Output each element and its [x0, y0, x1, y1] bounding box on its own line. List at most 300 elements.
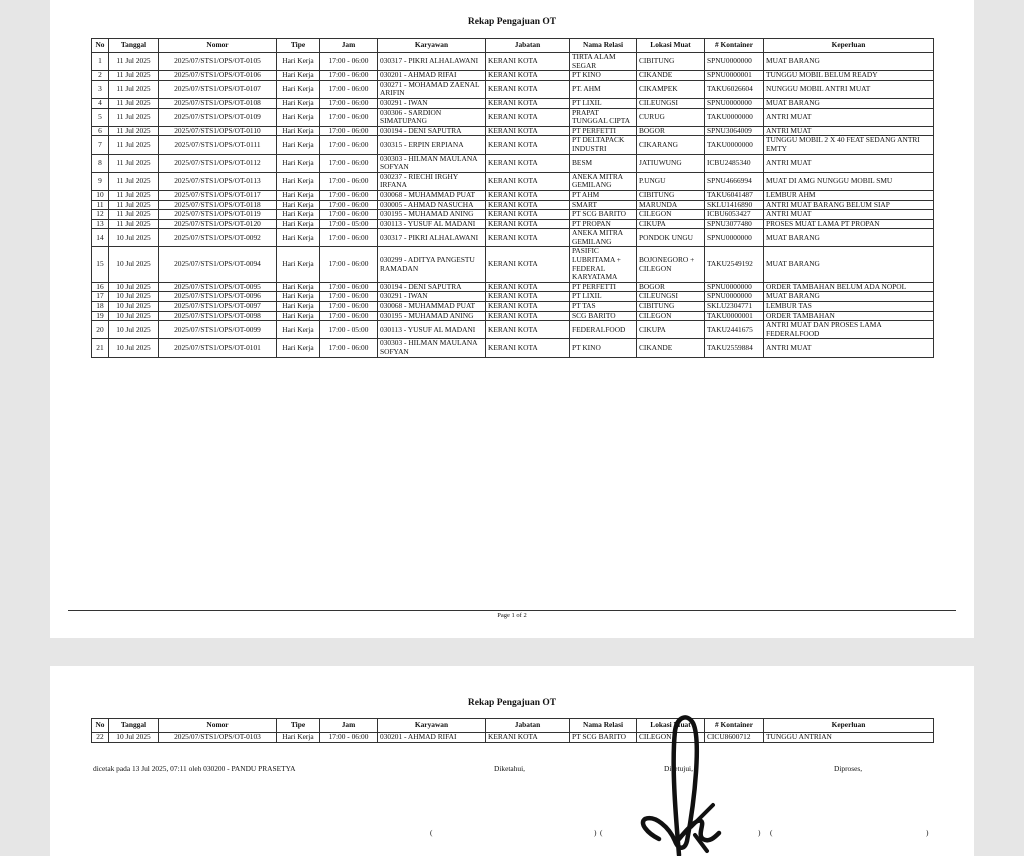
cell-col-purpose: ORDER TAMBAHAN BELUM ADA NOPOL: [764, 282, 934, 292]
cell-col-number: 2025/07/STS1/OPS/OT-0110: [159, 126, 277, 136]
cell-col-relation: FEDERALFOOD: [570, 321, 637, 339]
header-col-relation: Nama Relasi: [570, 719, 637, 733]
cell-col-type: Hari Kerja: [277, 200, 320, 210]
cell-col-position: KERANI KOTA: [486, 71, 570, 81]
cell-col-relation: ANEKA MITRA GEMILANG: [570, 172, 637, 190]
print-info: dicetak pada 13 Jul 2025, 07:11 oleh 030200 - PANDU PRASETYA: [93, 764, 296, 773]
cell-col-employee: 030113 - YUSUF AL MADANI: [378, 219, 486, 229]
cell-col-position: KERANI KOTA: [486, 292, 570, 302]
cell-col-location: CIBITUNG: [637, 302, 705, 312]
cell-col-no: 11: [92, 200, 109, 210]
report-page-2: [50, 666, 974, 856]
cell-col-date: 11 Jul 2025: [109, 219, 159, 229]
cell-col-date: 11 Jul 2025: [109, 53, 159, 71]
cell-col-location: CIBITUNG: [637, 190, 705, 200]
cell-col-purpose: NUNGGU MOBIL ANTRI MUAT: [764, 80, 934, 98]
cell-col-date: 11 Jul 2025: [109, 108, 159, 126]
cell-col-type: Hari Kerja: [277, 247, 320, 282]
cell-col-employee: 030291 - IWAN: [378, 98, 486, 108]
table-row: [92, 733, 934, 743]
cell-col-container: TAKU0000000: [705, 136, 764, 154]
cell-col-date: 10 Jul 2025: [109, 282, 159, 292]
cell-col-no: 9: [92, 172, 109, 190]
cell-col-relation: PT PERFETTI: [570, 282, 637, 292]
header-col-hours: Jam: [320, 39, 378, 53]
cell-col-no: 15: [92, 247, 109, 282]
cell-col-relation: SMART: [570, 200, 637, 210]
cell-col-number: 2025/07/STS1/OPS/OT-0103: [159, 733, 277, 743]
cell-col-date: 11 Jul 2025: [109, 190, 159, 200]
cell-col-location: CURUG: [637, 108, 705, 126]
cell-col-no: 14: [92, 229, 109, 247]
cell-col-purpose: ORDER TAMBAHAN: [764, 311, 934, 321]
cell-col-number: 2025/07/STS1/OPS/OT-0105: [159, 53, 277, 71]
cell-col-container: SKLU2304771: [705, 302, 764, 312]
cell-col-date: 10 Jul 2025: [109, 302, 159, 312]
cell-col-employee: 030306 - SARDION SIMATUPANG: [378, 108, 486, 126]
header-col-number: Nomor: [159, 39, 277, 53]
cell-col-hours: 17:00 - 06:00: [320, 71, 378, 81]
cell-col-relation: SCG BARITO: [570, 311, 637, 321]
cell-col-employee: 030195 - MUHAMAD ANING: [378, 311, 486, 321]
cell-col-location: CIBITUNG: [637, 53, 705, 71]
cell-col-date: 11 Jul 2025: [109, 126, 159, 136]
signature-bracket-open: (: [600, 828, 603, 837]
cell-col-purpose: TUNGGU MOBIL 2 X 40 FEAT SEDANG ANTRI EMTY: [764, 136, 934, 154]
cell-col-type: Hari Kerja: [277, 210, 320, 220]
cell-col-relation: PRAPAT TUNGGAL CIPTA: [570, 108, 637, 126]
cell-col-date: 11 Jul 2025: [109, 136, 159, 154]
cell-col-type: Hari Kerja: [277, 172, 320, 190]
cell-col-employee: 030068 - MUHAMMAD PUAT: [378, 302, 486, 312]
cell-col-purpose: MUAT BARANG: [764, 292, 934, 302]
cell-col-no: 12: [92, 210, 109, 220]
cell-col-relation: PT SCG BARITO: [570, 733, 637, 743]
table-row: [92, 282, 934, 292]
cell-col-position: KERANI KOTA: [486, 339, 570, 357]
table-row: [92, 71, 934, 81]
cell-col-number: 2025/07/STS1/OPS/OT-0109: [159, 108, 277, 126]
cell-col-employee: 030194 - DENI SAPUTRA: [378, 126, 486, 136]
table-row: [92, 154, 934, 172]
cell-col-hours: 17:00 - 06:00: [320, 282, 378, 292]
cell-col-employee: 030299 - ADITYA PANGESTU RAMADAN: [378, 247, 486, 282]
cell-col-employee: 030113 - YUSUF AL MADANI: [378, 321, 486, 339]
cell-col-container: SPNU3077480: [705, 219, 764, 229]
cell-col-container: SPNU0000000: [705, 53, 764, 71]
cell-col-location: CIKARANG: [637, 136, 705, 154]
cell-col-location: CILEUNGSI: [637, 98, 705, 108]
cell-col-relation: PT DELTAPACK INDUSTRI: [570, 136, 637, 154]
cell-col-no: 10: [92, 190, 109, 200]
cell-col-no: 16: [92, 282, 109, 292]
cell-col-purpose: LEMBUR TAS: [764, 302, 934, 312]
cell-col-location: PONDOK UNGU: [637, 229, 705, 247]
cell-col-date: 10 Jul 2025: [109, 339, 159, 357]
cell-col-container: SPNU0000000: [705, 282, 764, 292]
table-row: [92, 302, 934, 312]
cell-col-relation: PT AHM: [570, 190, 637, 200]
cell-col-number: 2025/07/STS1/OPS/OT-0120: [159, 219, 277, 229]
cell-col-container: CICU8600712: [705, 733, 764, 743]
cell-col-location: CIKANDE: [637, 71, 705, 81]
cell-col-employee: 030303 - HILMAN MAULANA SOFYAN: [378, 339, 486, 357]
cell-col-location: BOGOR: [637, 282, 705, 292]
cell-col-hours: 17:00 - 06:00: [320, 247, 378, 282]
cell-col-container: SPNU3064009: [705, 126, 764, 136]
cell-col-relation: PT SCG BARITO: [570, 210, 637, 220]
table-row: [92, 292, 934, 302]
overtime-table: [91, 38, 934, 358]
handwritten-signature: [635, 709, 735, 856]
header-col-type: Tipe: [277, 39, 320, 53]
cell-col-hours: 17:00 - 06:00: [320, 210, 378, 220]
cell-col-no: 18: [92, 302, 109, 312]
cell-col-no: 2: [92, 71, 109, 81]
cell-col-relation: PT PERFETTI: [570, 126, 637, 136]
cell-col-no: 4: [92, 98, 109, 108]
cell-col-date: 11 Jul 2025: [109, 98, 159, 108]
cell-col-hours: 17:00 - 06:00: [320, 229, 378, 247]
cell-col-position: KERANI KOTA: [486, 126, 570, 136]
cell-col-number: 2025/07/STS1/OPS/OT-0101: [159, 339, 277, 357]
table-row: [92, 172, 934, 190]
cell-col-position: KERANI KOTA: [486, 321, 570, 339]
header-col-no: No: [92, 719, 109, 733]
header-col-purpose: Keperluan: [764, 719, 934, 733]
cell-col-hours: 17:00 - 06:00: [320, 98, 378, 108]
cell-col-relation: PT PROPAN: [570, 219, 637, 229]
cell-col-hours: 17:00 - 06:00: [320, 53, 378, 71]
cell-col-number: 2025/07/STS1/OPS/OT-0111: [159, 136, 277, 154]
cell-col-employee: 030317 - PIKRI ALHALAWANI: [378, 229, 486, 247]
cell-col-date: 10 Jul 2025: [109, 292, 159, 302]
report-page-1: [50, 0, 974, 638]
overtime-table: [91, 718, 934, 743]
cell-col-number: 2025/07/STS1/OPS/OT-0095: [159, 282, 277, 292]
cell-col-position: KERANI KOTA: [486, 229, 570, 247]
cell-col-purpose: ANTRI MUAT: [764, 339, 934, 357]
signature-bracket-open: (: [770, 828, 773, 837]
cell-col-number: 2025/07/STS1/OPS/OT-0118: [159, 200, 277, 210]
cell-col-location: CILEGON: [637, 733, 705, 743]
table-row: [92, 321, 934, 339]
cell-col-purpose: ANTRI MUAT: [764, 108, 934, 126]
signature-approved-label: Disetujui,: [664, 764, 693, 773]
table-row: [92, 126, 934, 136]
cell-col-position: KERANI KOTA: [486, 302, 570, 312]
cell-col-location: MARUNDA: [637, 200, 705, 210]
table-row: [92, 210, 934, 220]
cell-col-container: TAKU6041487: [705, 190, 764, 200]
cell-col-date: 10 Jul 2025: [109, 229, 159, 247]
cell-col-date: 11 Jul 2025: [109, 210, 159, 220]
signature-processed-label: Diproses,: [834, 764, 863, 773]
cell-col-employee: 030237 - RIECHI IRGHY IRFANA: [378, 172, 486, 190]
table-row: [92, 219, 934, 229]
cell-col-employee: 030201 - AHMAD RIFAI: [378, 733, 486, 743]
cell-col-no: 20: [92, 321, 109, 339]
cell-col-employee: 030317 - PIKRI ALHALAWANI: [378, 53, 486, 71]
cell-col-hours: 17:00 - 06:00: [320, 136, 378, 154]
cell-col-purpose: MUAT BARANG: [764, 53, 934, 71]
cell-col-employee: 030068 - MUHAMMAD PUAT: [378, 190, 486, 200]
cell-col-type: Hari Kerja: [277, 136, 320, 154]
cell-col-position: KERANI KOTA: [486, 136, 570, 154]
cell-col-type: Hari Kerja: [277, 71, 320, 81]
cell-col-number: 2025/07/STS1/OPS/OT-0092: [159, 229, 277, 247]
table-row: [92, 190, 934, 200]
cell-col-relation: TIRTA ALAM SEGAR: [570, 53, 637, 71]
cell-col-no: 21: [92, 339, 109, 357]
cell-col-hours: 17:00 - 06:00: [320, 172, 378, 190]
cell-col-position: KERANI KOTA: [486, 282, 570, 292]
cell-col-employee: 030291 - IWAN: [378, 292, 486, 302]
cell-col-hours: 17:00 - 06:00: [320, 733, 378, 743]
cell-col-no: 22: [92, 733, 109, 743]
cell-col-date: 10 Jul 2025: [109, 247, 159, 282]
table-row: [92, 108, 934, 126]
cell-col-number: 2025/07/STS1/OPS/OT-0117: [159, 190, 277, 200]
cell-col-type: Hari Kerja: [277, 98, 320, 108]
cell-col-number: 2025/07/STS1/OPS/OT-0113: [159, 172, 277, 190]
cell-col-position: KERANI KOTA: [486, 311, 570, 321]
cell-col-purpose: MUAT BARANG: [764, 98, 934, 108]
cell-col-hours: 17:00 - 06:00: [320, 80, 378, 98]
header-col-employee: Karyawan: [378, 39, 486, 53]
page-number: Page 1 of 2: [497, 612, 527, 619]
cell-col-hours: 17:00 - 06:00: [320, 311, 378, 321]
cell-col-hours: 17:00 - 06:00: [320, 190, 378, 200]
cell-col-type: Hari Kerja: [277, 229, 320, 247]
header-col-container: # Kontainer: [705, 719, 764, 733]
signature-bracket-close: ): [758, 828, 761, 837]
cell-col-location: BOGOR: [637, 126, 705, 136]
cell-col-location: CIKUPA: [637, 219, 705, 229]
cell-col-employee: 030201 - AHMAD RIFAI: [378, 71, 486, 81]
cell-col-type: Hari Kerja: [277, 53, 320, 71]
cell-col-no: 6: [92, 126, 109, 136]
cell-col-date: 11 Jul 2025: [109, 154, 159, 172]
cell-col-employee: 030303 - HILMAN MAULANA SOFYAN: [378, 154, 486, 172]
table-row: [92, 247, 934, 282]
cell-col-type: Hari Kerja: [277, 126, 320, 136]
signature-bracket-close: ): [594, 828, 597, 837]
cell-col-purpose: ANTRI MUAT: [764, 210, 934, 220]
cell-col-container: ICBU2485340: [705, 154, 764, 172]
table-row: [92, 200, 934, 210]
cell-col-container: TAKU0000000: [705, 108, 764, 126]
cell-col-number: 2025/07/STS1/OPS/OT-0112: [159, 154, 277, 172]
cell-col-relation: ANEKA MITRA GEMILANG: [570, 229, 637, 247]
cell-col-type: Hari Kerja: [277, 154, 320, 172]
header-col-purpose: Keperluan: [764, 39, 934, 53]
cell-col-date: 11 Jul 2025: [109, 80, 159, 98]
cell-col-purpose: ANTRI MUAT: [764, 126, 934, 136]
cell-col-number: 2025/07/STS1/OPS/OT-0094: [159, 247, 277, 282]
cell-col-purpose: ANTRI MUAT BARANG BELUM SIAP: [764, 200, 934, 210]
cell-col-no: 13: [92, 219, 109, 229]
cell-col-relation: PT KINO: [570, 71, 637, 81]
cell-col-no: 8: [92, 154, 109, 172]
cell-col-container: SPNU0000000: [705, 98, 764, 108]
cell-col-position: KERANI KOTA: [486, 210, 570, 220]
cell-col-type: Hari Kerja: [277, 108, 320, 126]
cell-col-container: SPNU0000000: [705, 292, 764, 302]
header-col-type: Tipe: [277, 719, 320, 733]
cell-col-position: KERANI KOTA: [486, 80, 570, 98]
cell-col-container: SKLU1416890: [705, 200, 764, 210]
cell-col-purpose: TUNGGU MOBIL BELUM READY: [764, 71, 934, 81]
footer-divider: [68, 610, 956, 611]
cell-col-no: 3: [92, 80, 109, 98]
cell-col-hours: 17:00 - 06:00: [320, 302, 378, 312]
table-row: [92, 339, 934, 357]
table-row: [92, 80, 934, 98]
header-col-date: Tanggal: [109, 39, 159, 53]
cell-col-position: KERANI KOTA: [486, 247, 570, 282]
cell-col-no: 1: [92, 53, 109, 71]
cell-col-date: 10 Jul 2025: [109, 321, 159, 339]
cell-col-container: TAKU2549192: [705, 247, 764, 282]
cell-col-date: 11 Jul 2025: [109, 200, 159, 210]
header-col-number: Nomor: [159, 719, 277, 733]
cell-col-location: CILEGON: [637, 210, 705, 220]
signature-bracket-open: (: [430, 828, 433, 837]
cell-col-position: KERANI KOTA: [486, 219, 570, 229]
cell-col-number: 2025/07/STS1/OPS/OT-0108: [159, 98, 277, 108]
header-col-relation: Nama Relasi: [570, 39, 637, 53]
cell-col-type: Hari Kerja: [277, 339, 320, 357]
header-row: [92, 719, 934, 733]
cell-col-location: BOJONEGORO + CILEGON: [637, 247, 705, 282]
cell-col-position: KERANI KOTA: [486, 98, 570, 108]
cell-col-number: 2025/07/STS1/OPS/OT-0119: [159, 210, 277, 220]
table-row: [92, 229, 934, 247]
cell-col-hours: 17:00 - 06:00: [320, 126, 378, 136]
cell-col-position: KERANI KOTA: [486, 108, 570, 126]
cell-col-purpose: MUAT BARANG: [764, 229, 934, 247]
cell-col-location: P.UNGU: [637, 172, 705, 190]
header-col-position: Jabatan: [486, 39, 570, 53]
cell-col-employee: 030005 - AHMAD NASUCHA: [378, 200, 486, 210]
cell-col-container: SPNU0000000: [705, 229, 764, 247]
cell-col-employee: 030271 - MOHAMAD ZAENAL ARIFIN: [378, 80, 486, 98]
cell-col-no: 19: [92, 311, 109, 321]
header-row: [92, 39, 934, 53]
cell-col-date: 11 Jul 2025: [109, 71, 159, 81]
cell-col-container: TAKU0000001: [705, 311, 764, 321]
cell-col-hours: 17:00 - 06:00: [320, 108, 378, 126]
header-col-hours: Jam: [320, 719, 378, 733]
header-col-container: # Kontainer: [705, 39, 764, 53]
cell-col-number: 2025/07/STS1/OPS/OT-0097: [159, 302, 277, 312]
cell-col-purpose: TUNGGU ANTRIAN: [764, 733, 934, 743]
cell-col-purpose: ANTRI MUAT: [764, 154, 934, 172]
cell-col-relation: PT TAS: [570, 302, 637, 312]
cell-col-no: 5: [92, 108, 109, 126]
cell-col-location: CIKAMPEK: [637, 80, 705, 98]
cell-col-location: JATIUWUNG: [637, 154, 705, 172]
cell-col-type: Hari Kerja: [277, 733, 320, 743]
cell-col-number: 2025/07/STS1/OPS/OT-0098: [159, 311, 277, 321]
page-title: Rekap Pengajuan OT: [467, 17, 557, 27]
signature-known-label: Diketahui,: [494, 764, 525, 773]
header-col-location: Lokasi Muat: [637, 39, 705, 53]
cell-col-relation: PT. AHM: [570, 80, 637, 98]
cell-col-container: SPNU0000001: [705, 71, 764, 81]
cell-col-date: 10 Jul 2025: [109, 733, 159, 743]
header-col-employee: Karyawan: [378, 719, 486, 733]
cell-col-employee: 030315 - ERPIN ERPIANA: [378, 136, 486, 154]
cell-col-number: 2025/07/STS1/OPS/OT-0099: [159, 321, 277, 339]
cell-col-purpose: LEMBUR AHM: [764, 190, 934, 200]
cell-col-no: 17: [92, 292, 109, 302]
cell-col-no: 7: [92, 136, 109, 154]
cell-col-number: 2025/07/STS1/OPS/OT-0107: [159, 80, 277, 98]
cell-col-type: Hari Kerja: [277, 219, 320, 229]
cell-col-type: Hari Kerja: [277, 292, 320, 302]
cell-col-purpose: MUAT DI AMG NUNGGU MOBIL SMU: [764, 172, 934, 190]
cell-col-relation: PT KINO: [570, 339, 637, 357]
cell-col-number: 2025/07/STS1/OPS/OT-0096: [159, 292, 277, 302]
cell-col-type: Hari Kerja: [277, 190, 320, 200]
cell-col-employee: 030194 - DENI SAPUTRA: [378, 282, 486, 292]
cell-col-hours: 17:00 - 05:00: [320, 321, 378, 339]
cell-col-location: CIKUPA: [637, 321, 705, 339]
cell-col-position: KERANI KOTA: [486, 733, 570, 743]
cell-col-employee: 030195 - MUHAMAD ANING: [378, 210, 486, 220]
cell-col-date: 10 Jul 2025: [109, 311, 159, 321]
table-row: [92, 98, 934, 108]
cell-col-relation: BESM: [570, 154, 637, 172]
table-row: [92, 136, 934, 154]
cell-col-relation: PT LIXIL: [570, 98, 637, 108]
cell-col-type: Hari Kerja: [277, 282, 320, 292]
cell-col-hours: 17:00 - 06:00: [320, 154, 378, 172]
cell-col-location: CIKANDE: [637, 339, 705, 357]
cell-col-location: CILEUNGSI: [637, 292, 705, 302]
cell-col-position: KERANI KOTA: [486, 172, 570, 190]
cell-col-purpose: MUAT BARANG: [764, 247, 934, 282]
signature-bracket-close: ): [926, 828, 929, 837]
table-row: [92, 53, 934, 71]
cell-col-container: ICBU6053427: [705, 210, 764, 220]
header-col-date: Tanggal: [109, 719, 159, 733]
cell-col-container: TAKU2441675: [705, 321, 764, 339]
cell-col-container: TAKU6026604: [705, 80, 764, 98]
cell-col-relation: PT LIXIL: [570, 292, 637, 302]
cell-col-type: Hari Kerja: [277, 311, 320, 321]
cell-col-location: CILEGON: [637, 311, 705, 321]
cell-col-type: Hari Kerja: [277, 80, 320, 98]
cell-col-container: TAKU2559884: [705, 339, 764, 357]
cell-col-position: KERANI KOTA: [486, 190, 570, 200]
cell-col-purpose: ANTRI MUAT DAN PROSES LAMA FEDERALFOOD: [764, 321, 934, 339]
cell-col-position: KERANI KOTA: [486, 200, 570, 210]
cell-col-position: KERANI KOTA: [486, 53, 570, 71]
cell-col-hours: 17:00 - 05:00: [320, 219, 378, 229]
cell-col-container: SPNU4666994: [705, 172, 764, 190]
header-col-location: Lokasi Muat: [637, 719, 705, 733]
cell-col-position: KERANI KOTA: [486, 154, 570, 172]
cell-col-hours: 17:00 - 06:00: [320, 339, 378, 357]
cell-col-type: Hari Kerja: [277, 302, 320, 312]
cell-col-number: 2025/07/STS1/OPS/OT-0106: [159, 71, 277, 81]
header-col-position: Jabatan: [486, 719, 570, 733]
cell-col-hours: 17:00 - 06:00: [320, 200, 378, 210]
cell-col-relation: PASIFIC LUBRITAMA + FEDERAL KARYATAMA: [570, 247, 637, 282]
